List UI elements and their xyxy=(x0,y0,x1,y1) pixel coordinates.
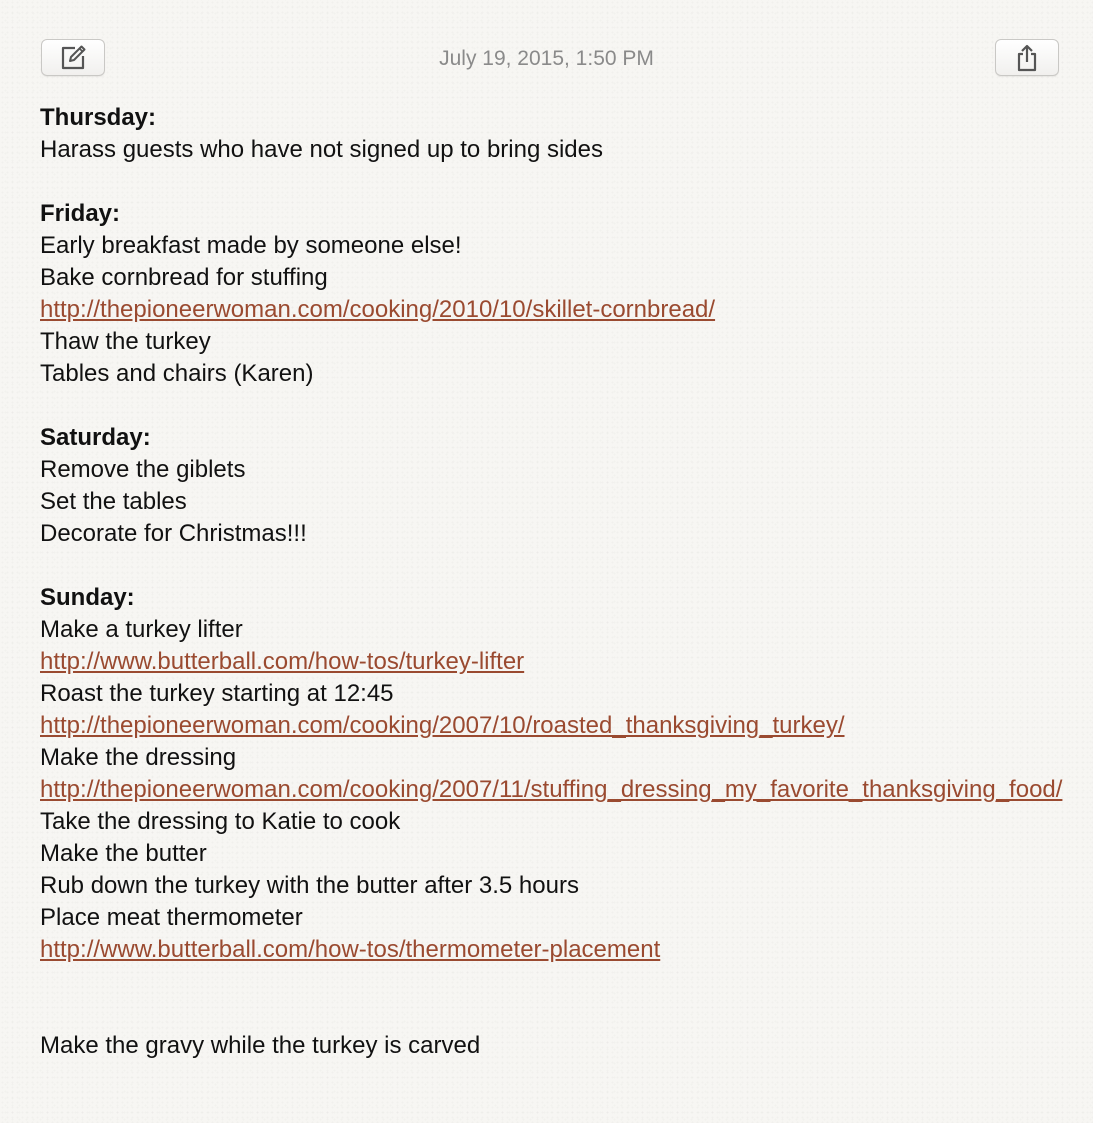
blank-line xyxy=(40,390,1070,422)
note-body[interactable] xyxy=(40,102,1070,1062)
blank-line xyxy=(40,998,1070,1030)
share-icon xyxy=(1012,43,1042,73)
day-heading-saturday: Saturday: xyxy=(40,424,151,451)
share-button[interactable] xyxy=(995,39,1059,76)
note-date: July 19, 2015, 1:50 PM xyxy=(439,47,654,70)
note-line: Harass guests who have not signed up to bring sides xyxy=(40,136,604,163)
blank-line xyxy=(40,550,1070,582)
link-turkey-lifter[interactable]: http://www.butterball.com/how-tos/turkey-lifter xyxy=(40,648,525,675)
day-heading-friday: Friday: xyxy=(40,200,121,227)
note-line: Roast the turkey starting at 12:45 xyxy=(40,680,394,707)
note-line: Early breakfast made by someone else! xyxy=(40,232,462,259)
note-line: Bake cornbread for stuffing xyxy=(40,264,328,291)
note-line: Tables and chairs (Karen) xyxy=(40,360,314,387)
day-heading-sunday: Sunday: xyxy=(40,584,135,611)
link-skillet-cornbread[interactable]: http://thepioneerwoman.com/cooking/2010/10/skillet-cornbread/ xyxy=(40,296,716,323)
link-stuffing-dressing[interactable]: http://thepioneerwoman.com/cooking/2007/11/stuffing_dressing_my_favorite_thanksgiving_food/ xyxy=(40,776,1063,803)
link-roasted-turkey[interactable]: http://thepioneerwoman.com/cooking/2007/10/roasted_thanksgiving_turkey/ xyxy=(40,712,845,739)
day-heading-thursday: Thursday: xyxy=(40,104,157,131)
note-line: Make the gravy while the turkey is carved xyxy=(40,1032,481,1059)
note-line: Set the tables xyxy=(40,488,187,515)
blank-line xyxy=(40,166,1070,198)
note-line: Thaw the turkey xyxy=(40,328,211,355)
note-line: Make the dressing xyxy=(40,744,237,771)
note-line: Make the butter xyxy=(40,840,207,867)
note-line: Decorate for Christmas!!! xyxy=(40,520,307,547)
note-line: Remove the giblets xyxy=(40,456,246,483)
note-line: Take the dressing to Katie to cook xyxy=(40,808,401,835)
note-line: Make a turkey lifter xyxy=(40,616,243,643)
note-line: Place meat thermometer xyxy=(40,904,303,931)
note-line: Rub down the turkey with the butter after 3.5 hours xyxy=(40,872,579,899)
link-thermometer-placement[interactable]: http://www.butterball.com/how-tos/thermometer-placement xyxy=(40,936,661,963)
blank-line xyxy=(40,966,1070,998)
